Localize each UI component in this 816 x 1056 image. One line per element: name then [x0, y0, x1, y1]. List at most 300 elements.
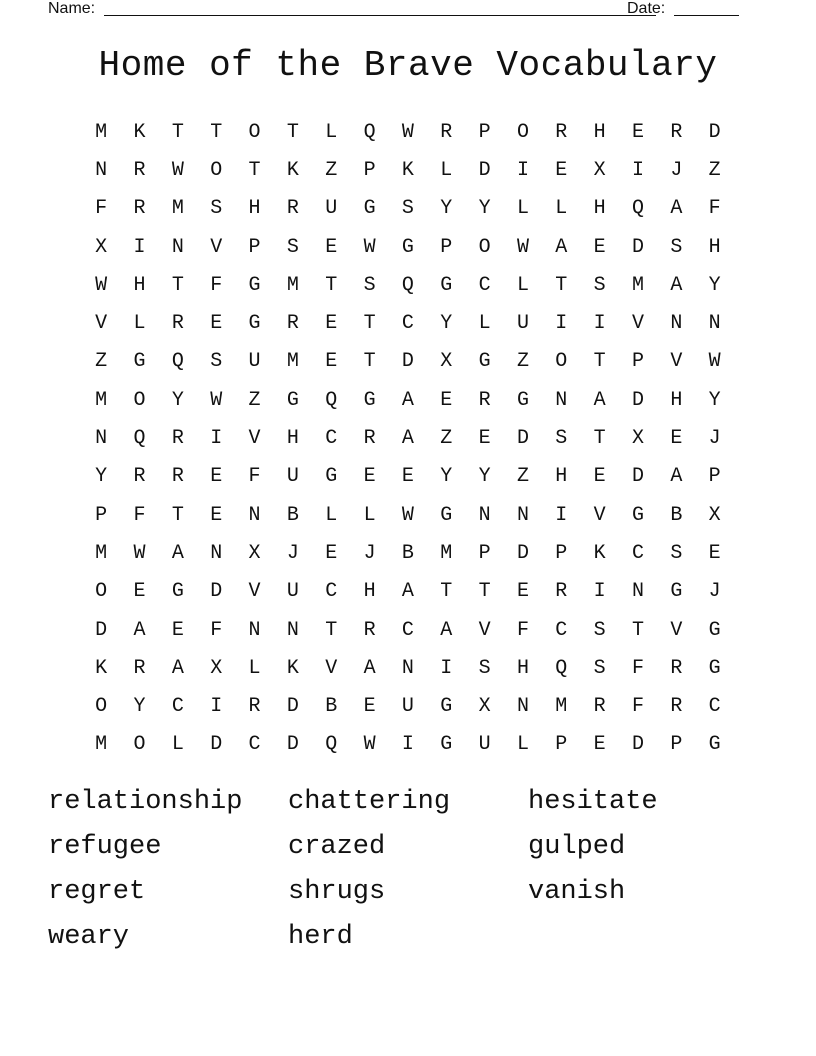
grid-letter: E — [555, 158, 568, 182]
grid-letter: M — [440, 541, 453, 565]
grid-letter: L — [133, 312, 146, 336]
grid-letter: N — [210, 541, 223, 565]
grid-letter: Y — [440, 312, 453, 336]
grid-letter: R — [363, 618, 376, 642]
grid-letter: C — [401, 312, 414, 336]
grid-letter: C — [555, 618, 568, 642]
grid-letter: E — [440, 388, 453, 412]
grid-letter: N — [248, 618, 261, 642]
grid-letter: A — [363, 656, 376, 680]
grid-letter: P — [478, 120, 491, 144]
grid-letter: X — [440, 350, 453, 374]
grid-letter: B — [325, 695, 338, 719]
grid-letter: P — [670, 733, 683, 757]
grid-letter: V — [670, 350, 683, 374]
grid-letter: N — [95, 158, 108, 182]
grid-letter: U — [325, 197, 338, 221]
grid-letter: M — [95, 733, 108, 757]
grid-letter: H — [248, 197, 261, 221]
grid-letter: M — [171, 197, 184, 221]
grid-letter: E — [325, 312, 338, 336]
name-label: Name: — [48, 0, 96, 17]
grid-letter: O — [133, 733, 146, 757]
grid-letter: J — [286, 541, 299, 565]
grid-letter: D — [95, 618, 108, 642]
grid-letter: J — [708, 427, 721, 451]
grid-letter: B — [670, 503, 683, 527]
word-bank — [48, 780, 768, 960]
grid-letter: P — [95, 503, 108, 527]
grid-letter: Z — [95, 350, 108, 374]
grid-letter: C — [401, 618, 414, 642]
grid-letter: F — [210, 618, 223, 642]
grid-letter: C — [631, 541, 644, 565]
grid-letter: G — [708, 618, 721, 642]
grid-letter: R — [478, 388, 491, 412]
grid-letter: E — [363, 465, 376, 489]
grid-letter: A — [133, 618, 146, 642]
grid-letter: R — [555, 580, 568, 604]
grid-letter: C — [708, 695, 721, 719]
grid-letter: A — [670, 197, 683, 221]
grid-letter: X — [478, 695, 491, 719]
grid-letter: Y — [95, 465, 108, 489]
grid-letter: G — [325, 465, 338, 489]
grid-letter: W — [210, 388, 223, 412]
grid-letter: F — [631, 695, 644, 719]
grid-row — [82, 611, 734, 649]
page-title: Home of the Brave Vocabulary — [98, 45, 718, 86]
grid-letter: T — [440, 580, 453, 604]
grid-letter: R — [133, 158, 146, 182]
grid-row — [82, 458, 734, 496]
grid-letter: T — [325, 618, 338, 642]
grid-letter: R — [171, 465, 184, 489]
grid-letter: R — [670, 695, 683, 719]
grid-letter: E — [210, 503, 223, 527]
grid-letter: I — [401, 733, 414, 757]
grid-letter: N — [708, 312, 721, 336]
grid-letter: L — [248, 656, 261, 680]
grid-letter: N — [555, 388, 568, 412]
grid-letter: Y — [440, 197, 453, 221]
grid-letter: D — [401, 350, 414, 374]
grid-letter: B — [401, 541, 414, 565]
grid-letter: L — [478, 312, 491, 336]
grid-letter: T — [363, 350, 376, 374]
grid-letter: H — [516, 656, 529, 680]
word-bank-item: gulped — [528, 832, 626, 862]
grid-letter: O — [210, 158, 223, 182]
grid-letter: J — [363, 541, 376, 565]
grid-letter: Y — [171, 388, 184, 412]
grid-row — [82, 573, 734, 611]
grid-letter: O — [95, 695, 108, 719]
grid-letter: C — [325, 580, 338, 604]
word-bank-item: herd — [288, 922, 353, 952]
grid-letter: V — [670, 618, 683, 642]
grid-letter: S — [670, 235, 683, 259]
grid-letter: A — [440, 618, 453, 642]
grid-letter: P — [363, 158, 376, 182]
grid-row — [82, 304, 734, 342]
grid-letter: T — [363, 312, 376, 336]
grid-letter: W — [133, 541, 146, 565]
grid-letter: I — [555, 503, 568, 527]
worksheet-header — [48, 0, 748, 22]
grid-letter: E — [593, 733, 606, 757]
grid-letter: P — [555, 541, 568, 565]
grid-row — [82, 190, 734, 228]
grid-letter: S — [478, 656, 491, 680]
grid-letter: I — [440, 656, 453, 680]
grid-letter: Q — [555, 656, 568, 680]
grid-letter: R — [286, 312, 299, 336]
grid-letter: U — [478, 733, 491, 757]
grid-letter: D — [708, 120, 721, 144]
grid-letter: U — [286, 580, 299, 604]
grid-letter: F — [133, 503, 146, 527]
grid-letter: W — [401, 120, 414, 144]
grid-letter: Y — [708, 388, 721, 412]
grid-letter: T — [171, 503, 184, 527]
grid-letter: Q — [363, 120, 376, 144]
grid-letter: H — [670, 388, 683, 412]
grid-letter: G — [401, 235, 414, 259]
grid-letter: O — [478, 235, 491, 259]
grid-letter: I — [593, 580, 606, 604]
grid-letter: R — [286, 197, 299, 221]
grid-letter: X — [593, 158, 606, 182]
grid-letter: L — [555, 197, 568, 221]
grid-letter: A — [171, 656, 184, 680]
grid-letter: E — [401, 465, 414, 489]
grid-letter: A — [171, 541, 184, 565]
grid-letter: O — [555, 350, 568, 374]
grid-letter: N — [516, 695, 529, 719]
grid-letter: N — [516, 503, 529, 527]
grid-letter: T — [478, 580, 491, 604]
grid-letter: L — [440, 158, 453, 182]
grid-letter: I — [593, 312, 606, 336]
grid-letter: A — [401, 388, 414, 412]
grid-letter: V — [210, 235, 223, 259]
grid-letter: M — [95, 120, 108, 144]
grid-letter: D — [631, 388, 644, 412]
grid-letter: Z — [708, 158, 721, 182]
grid-letter: T — [248, 158, 261, 182]
grid-letter: R — [363, 427, 376, 451]
grid-row — [82, 381, 734, 419]
grid-letter: M — [555, 695, 568, 719]
grid-letter: I — [210, 695, 223, 719]
grid-letter: R — [133, 656, 146, 680]
grid-letter: N — [248, 503, 261, 527]
word-bank-item: relationship — [48, 787, 243, 817]
grid-letter: C — [478, 273, 491, 297]
grid-letter: S — [286, 235, 299, 259]
grid-row — [82, 496, 734, 534]
grid-letter: I — [555, 312, 568, 336]
grid-letter: H — [593, 197, 606, 221]
grid-letter: P — [248, 235, 261, 259]
name-blank-line — [104, 15, 656, 16]
grid-letter: E — [325, 350, 338, 374]
grid-letter: R — [171, 312, 184, 336]
grid-letter: E — [325, 541, 338, 565]
grid-letter: P — [478, 541, 491, 565]
grid-letter: D — [210, 580, 223, 604]
grid-letter: G — [440, 695, 453, 719]
grid-row — [82, 228, 734, 266]
grid-letter: S — [670, 541, 683, 565]
grid-letter: S — [593, 273, 606, 297]
grid-letter: M — [286, 273, 299, 297]
grid-letter: V — [95, 312, 108, 336]
grid-letter: W — [363, 235, 376, 259]
grid-letter: N — [95, 427, 108, 451]
grid-letter: E — [593, 465, 606, 489]
grid-row — [82, 534, 734, 572]
grid-letter: P — [440, 235, 453, 259]
grid-letter: Z — [516, 465, 529, 489]
grid-letter: K — [95, 656, 108, 680]
grid-letter: X — [210, 656, 223, 680]
grid-letter: U — [286, 465, 299, 489]
grid-letter: D — [516, 541, 529, 565]
grid-letter: Z — [248, 388, 261, 412]
grid-letter: D — [286, 733, 299, 757]
grid-letter: R — [593, 695, 606, 719]
grid-letter: Y — [708, 273, 721, 297]
grid-letter: T — [210, 120, 223, 144]
grid-letter: R — [133, 197, 146, 221]
grid-letter: A — [593, 388, 606, 412]
grid-letter: E — [210, 312, 223, 336]
date-label: Date: — [627, 0, 666, 17]
grid-letter: O — [95, 580, 108, 604]
grid-letter: E — [670, 427, 683, 451]
grid-letter: E — [171, 618, 184, 642]
grid-letter: X — [631, 427, 644, 451]
grid-letter: K — [593, 541, 606, 565]
grid-letter: G — [440, 273, 453, 297]
grid-letter: E — [708, 541, 721, 565]
grid-letter: D — [631, 235, 644, 259]
grid-letter: D — [286, 695, 299, 719]
grid-letter: N — [631, 580, 644, 604]
grid-letter: F — [516, 618, 529, 642]
grid-letter: R — [440, 120, 453, 144]
grid-letter: Y — [440, 465, 453, 489]
grid-letter: L — [516, 733, 529, 757]
grid-letter: G — [363, 197, 376, 221]
grid-letter: F — [631, 656, 644, 680]
grid-row — [82, 726, 734, 764]
word-bank-item: shrugs — [288, 877, 386, 907]
grid-letter: U — [401, 695, 414, 719]
grid-letter: M — [286, 350, 299, 374]
grid-letter: I — [516, 158, 529, 182]
grid-letter: T — [171, 273, 184, 297]
grid-letter: K — [286, 656, 299, 680]
grid-letter: N — [286, 618, 299, 642]
grid-letter: W — [708, 350, 721, 374]
grid-letter: G — [670, 580, 683, 604]
grid-letter: K — [401, 158, 414, 182]
grid-letter: W — [401, 503, 414, 527]
grid-letter: H — [286, 427, 299, 451]
grid-letter: T — [171, 120, 184, 144]
grid-letter: E — [325, 235, 338, 259]
letter-grid — [82, 113, 734, 764]
grid-letter: E — [478, 427, 491, 451]
grid-letter: D — [210, 733, 223, 757]
grid-letter: F — [708, 197, 721, 221]
grid-letter: U — [248, 350, 261, 374]
grid-letter: H — [708, 235, 721, 259]
grid-letter: Z — [440, 427, 453, 451]
grid-letter: O — [248, 120, 261, 144]
grid-letter: Y — [478, 197, 491, 221]
grid-letter: G — [631, 503, 644, 527]
grid-letter: R — [171, 427, 184, 451]
grid-letter: P — [708, 465, 721, 489]
grid-letter: D — [516, 427, 529, 451]
grid-letter: I — [210, 427, 223, 451]
grid-letter: Q — [325, 733, 338, 757]
grid-letter: C — [248, 733, 261, 757]
grid-letter: Q — [401, 273, 414, 297]
grid-letter: S — [555, 427, 568, 451]
grid-letter: X — [248, 541, 261, 565]
grid-letter: Q — [133, 427, 146, 451]
grid-letter: R — [133, 465, 146, 489]
grid-letter: V — [478, 618, 491, 642]
grid-letter: R — [670, 656, 683, 680]
grid-letter: Y — [478, 465, 491, 489]
grid-letter: T — [325, 273, 338, 297]
grid-letter: F — [210, 273, 223, 297]
grid-letter: C — [171, 695, 184, 719]
grid-letter: Q — [631, 197, 644, 221]
grid-letter: T — [631, 618, 644, 642]
grid-letter: Q — [171, 350, 184, 374]
grid-letter: T — [555, 273, 568, 297]
grid-letter: V — [248, 427, 261, 451]
grid-letter: J — [670, 158, 683, 182]
grid-letter: G — [248, 312, 261, 336]
grid-letter: N — [401, 656, 414, 680]
grid-row — [82, 419, 734, 457]
grid-letter: L — [516, 197, 529, 221]
grid-letter: S — [363, 273, 376, 297]
grid-letter: B — [286, 503, 299, 527]
word-bank-item: crazed — [288, 832, 386, 862]
grid-row — [82, 266, 734, 304]
grid-letter: L — [325, 503, 338, 527]
grid-letter: V — [248, 580, 261, 604]
grid-letter: G — [708, 656, 721, 680]
grid-letter: E — [363, 695, 376, 719]
grid-letter: A — [555, 235, 568, 259]
grid-letter: R — [670, 120, 683, 144]
grid-letter: E — [593, 235, 606, 259]
grid-letter: M — [631, 273, 644, 297]
grid-row — [82, 687, 734, 725]
grid-letter: O — [133, 388, 146, 412]
grid-letter: G — [248, 273, 261, 297]
grid-letter: G — [286, 388, 299, 412]
grid-letter: U — [516, 312, 529, 336]
grid-letter: F — [248, 465, 261, 489]
grid-letter: G — [440, 733, 453, 757]
word-bank-item: chattering — [288, 787, 451, 817]
grid-letter: T — [593, 350, 606, 374]
grid-letter: G — [363, 388, 376, 412]
grid-letter: A — [670, 273, 683, 297]
grid-letter: A — [401, 580, 414, 604]
grid-letter: G — [516, 388, 529, 412]
grid-letter: N — [171, 235, 184, 259]
grid-letter: E — [133, 580, 146, 604]
grid-letter: M — [95, 541, 108, 565]
grid-letter: S — [210, 350, 223, 374]
grid-letter: W — [171, 158, 184, 182]
grid-letter: D — [631, 465, 644, 489]
grid-letter: R — [248, 695, 261, 719]
grid-letter: T — [286, 120, 299, 144]
grid-letter: H — [593, 120, 606, 144]
grid-letter: X — [95, 235, 108, 259]
grid-letter: N — [478, 503, 491, 527]
grid-letter: W — [516, 235, 529, 259]
grid-row — [82, 649, 734, 687]
grid-letter: D — [631, 733, 644, 757]
grid-row — [82, 151, 734, 189]
grid-letter: A — [401, 427, 414, 451]
grid-letter: V — [593, 503, 606, 527]
grid-letter: I — [133, 235, 146, 259]
grid-letter: W — [363, 733, 376, 757]
word-bank-item: regret — [48, 877, 146, 907]
word-bank-item: vanish — [528, 877, 626, 907]
grid-letter: L — [325, 120, 338, 144]
grid-letter: G — [171, 580, 184, 604]
grid-letter: Z — [516, 350, 529, 374]
word-bank-item: hesitate — [528, 787, 658, 817]
grid-letter: S — [593, 656, 606, 680]
grid-letter: H — [363, 580, 376, 604]
word-bank-item: refugee — [48, 832, 162, 862]
grid-letter: X — [708, 503, 721, 527]
grid-letter: Q — [325, 388, 338, 412]
grid-letter: G — [133, 350, 146, 374]
grid-letter: S — [210, 197, 223, 221]
grid-letter: A — [670, 465, 683, 489]
grid-letter: N — [670, 312, 683, 336]
grid-letter: S — [593, 618, 606, 642]
word-bank-item: weary — [48, 922, 130, 952]
grid-letter: G — [440, 503, 453, 527]
grid-letter: E — [631, 120, 644, 144]
grid-row — [82, 343, 734, 381]
grid-letter: R — [555, 120, 568, 144]
grid-letter: H — [133, 273, 146, 297]
grid-letter: G — [708, 733, 721, 757]
grid-letter: H — [555, 465, 568, 489]
grid-letter: J — [708, 580, 721, 604]
